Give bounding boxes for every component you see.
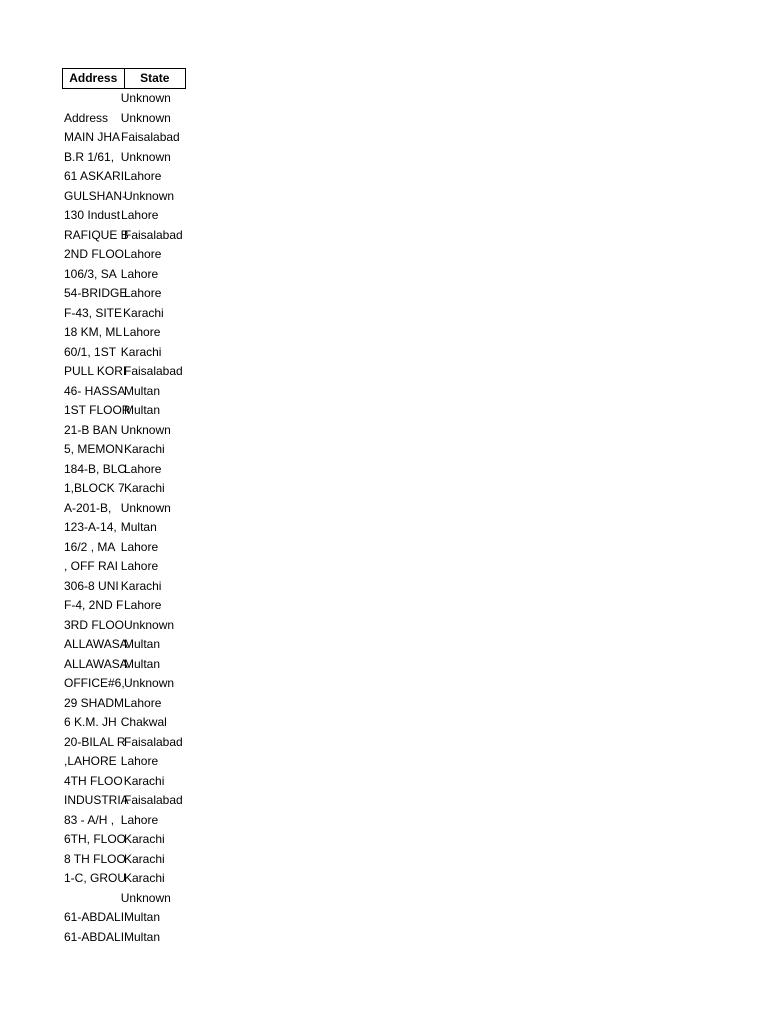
state-cell: Faisalabad bbox=[124, 364, 183, 379]
state-cell: Karachi bbox=[120, 344, 162, 359]
state-cell: Multan bbox=[124, 910, 161, 925]
address-cell: 60/1, 1ST bbox=[64, 344, 117, 359]
address-cell: PULL KORI bbox=[64, 364, 127, 379]
address-cell: 306-8 UNI bbox=[64, 578, 119, 593]
address-cell: 46- HASSA bbox=[64, 383, 126, 398]
state-cell: Lahore bbox=[124, 461, 162, 476]
address-cell: INDUSTRIA bbox=[64, 793, 129, 808]
table-row bbox=[62, 343, 186, 363]
address-cell: , OFF RAI bbox=[64, 559, 118, 574]
state-cell: Faisalabad bbox=[121, 130, 180, 145]
table-row bbox=[62, 187, 186, 207]
table-row bbox=[62, 479, 186, 499]
address-cell: A-201-B, bbox=[64, 500, 112, 515]
address-cell: RAFIQUE B bbox=[64, 227, 129, 242]
table-row bbox=[62, 499, 186, 519]
state-cell: Unknown bbox=[120, 110, 171, 125]
address-cell: 29 SHADM bbox=[64, 695, 125, 710]
state-cell: Lahore bbox=[124, 247, 162, 262]
state-cell: Unknown bbox=[120, 500, 171, 515]
state-cell: Karachi bbox=[123, 773, 165, 788]
state-cell: Lahore bbox=[120, 539, 159, 554]
address-cell: 61-ABDALI bbox=[64, 929, 125, 944]
state-cell: Multan bbox=[124, 637, 161, 652]
address-cell: F-43, SITE bbox=[64, 305, 123, 320]
state-cell: Karachi bbox=[123, 305, 164, 320]
state-cell: Faisalabad bbox=[124, 793, 183, 808]
state-cell: Lahore bbox=[120, 559, 159, 574]
table-row bbox=[62, 616, 186, 636]
address-cell: 18 KM, ML bbox=[64, 325, 123, 340]
state-cell: Lahore bbox=[124, 695, 162, 710]
state-cell: Karachi bbox=[124, 851, 165, 866]
table-row bbox=[62, 245, 186, 265]
state-cell: Lahore bbox=[124, 286, 162, 301]
table-row bbox=[62, 440, 186, 460]
table-row bbox=[62, 382, 186, 402]
address-cell: Address bbox=[64, 110, 109, 125]
state-cell: Lahore bbox=[123, 325, 161, 340]
state-cell: Lahore bbox=[124, 169, 162, 184]
address-cell: 1,BLOCK 7 bbox=[64, 481, 125, 496]
address-cell: 20-BILAL R bbox=[64, 734, 126, 749]
table-row bbox=[62, 577, 186, 597]
address-cell: 6 K.M. JH bbox=[64, 715, 117, 730]
state-cell: Multan bbox=[124, 383, 161, 398]
state-cell: Karachi bbox=[120, 578, 162, 593]
table-row bbox=[62, 596, 186, 616]
table-row bbox=[62, 908, 186, 928]
table-row bbox=[62, 889, 186, 909]
data-table bbox=[62, 68, 186, 947]
state-cell: Lahore bbox=[120, 754, 159, 769]
table-row bbox=[62, 226, 186, 246]
table-row bbox=[62, 928, 186, 948]
address-cell: F-4, 2ND F bbox=[64, 598, 124, 613]
state-cell: Unknown bbox=[124, 188, 175, 203]
state-cell: Lahore bbox=[120, 266, 159, 281]
address-cell: 2ND FLOO bbox=[64, 247, 125, 262]
table-row bbox=[62, 655, 186, 675]
state-cell: Karachi bbox=[124, 481, 165, 496]
table-row bbox=[62, 128, 186, 148]
table-row bbox=[62, 362, 186, 382]
address-cell: ALLAWASA bbox=[64, 637, 128, 652]
address-cell: 1ST FLOOR bbox=[64, 403, 131, 418]
table-row bbox=[62, 830, 186, 850]
table-row bbox=[62, 752, 186, 772]
table-row bbox=[62, 167, 186, 187]
address-cell: 21-B BAN bbox=[64, 422, 118, 437]
table-row bbox=[62, 713, 186, 733]
address-cell: 83 - A/H , bbox=[64, 812, 115, 827]
table-row bbox=[62, 538, 186, 558]
state-cell: Multan bbox=[124, 929, 161, 944]
address-cell: 106/3, SA bbox=[64, 266, 117, 281]
table-row bbox=[62, 89, 186, 109]
state-cell: Multan bbox=[120, 520, 157, 535]
table-row bbox=[62, 635, 186, 655]
table-row bbox=[62, 811, 186, 831]
state-cell: Unknown bbox=[120, 422, 171, 437]
table-body bbox=[62, 89, 186, 947]
address-column-header: Address bbox=[63, 69, 125, 88]
table-row bbox=[62, 694, 186, 714]
address-cell: ALLAWASA bbox=[64, 656, 128, 671]
state-cell: Unknown bbox=[120, 91, 171, 106]
address-cell: B.R 1/61, bbox=[64, 149, 115, 164]
address-cell: 54-BRIDGE bbox=[64, 286, 128, 301]
state-cell: Unknown bbox=[120, 149, 171, 164]
state-cell: Karachi bbox=[124, 442, 165, 457]
address-cell: GULSHAN- bbox=[64, 188, 127, 203]
state-cell: Karachi bbox=[124, 832, 165, 847]
state-cell: Lahore bbox=[120, 812, 159, 827]
table-header bbox=[62, 68, 186, 89]
address-cell: 5, MEMON bbox=[64, 442, 124, 457]
table-row bbox=[62, 850, 186, 870]
address-cell: 130 Indust bbox=[64, 208, 121, 223]
table-row bbox=[62, 791, 186, 811]
address-cell: 184-B, BLC bbox=[64, 461, 127, 476]
address-cell: MAIN JHA bbox=[64, 130, 121, 145]
table-row bbox=[62, 109, 186, 129]
state-column-header: State bbox=[140, 71, 170, 85]
state-cell: Chakwal bbox=[120, 715, 167, 730]
table-row bbox=[62, 304, 186, 324]
table-row bbox=[62, 557, 186, 577]
state-cell: Karachi bbox=[124, 871, 165, 886]
address-cell: 8 TH FLOO bbox=[64, 851, 126, 866]
address-cell: OFFICE#6, bbox=[64, 676, 125, 691]
table-row bbox=[62, 421, 186, 441]
state-cell: Faisalabad bbox=[124, 734, 183, 749]
state-cell: Lahore bbox=[121, 208, 159, 223]
state-cell: Unknown bbox=[124, 676, 175, 691]
table-row bbox=[62, 674, 186, 694]
address-cell: 3RD FLOO bbox=[64, 617, 125, 632]
table-row bbox=[62, 265, 186, 285]
table-row bbox=[62, 148, 186, 168]
address-cell: 123-A-14, bbox=[64, 520, 117, 535]
table-row bbox=[62, 460, 186, 480]
address-cell: 4TH FLOO bbox=[64, 773, 123, 788]
table-row bbox=[62, 323, 186, 343]
state-cell: Multan bbox=[124, 656, 161, 671]
state-cell: Multan bbox=[124, 403, 161, 418]
table-row bbox=[62, 401, 186, 421]
table-row bbox=[62, 206, 186, 226]
address-cell: 61 ASKARI bbox=[64, 169, 125, 184]
address-cell: 61-ABDALI bbox=[64, 910, 125, 925]
table-row bbox=[62, 733, 186, 753]
state-cell: Unknown bbox=[120, 890, 171, 905]
table-row bbox=[62, 869, 186, 889]
state-cell: Lahore bbox=[124, 598, 162, 613]
address-cell: 6TH, FLOO bbox=[64, 832, 127, 847]
state-cell: Faisalabad bbox=[124, 227, 183, 242]
table-row bbox=[62, 284, 186, 304]
table-row bbox=[62, 518, 186, 538]
address-cell: 16/2 , MA bbox=[64, 539, 116, 554]
address-cell: ,LAHORE bbox=[64, 754, 117, 769]
state-cell: Unknown bbox=[124, 617, 175, 632]
address-cell: 1-C, GROU bbox=[64, 871, 127, 886]
table-row bbox=[62, 772, 186, 792]
